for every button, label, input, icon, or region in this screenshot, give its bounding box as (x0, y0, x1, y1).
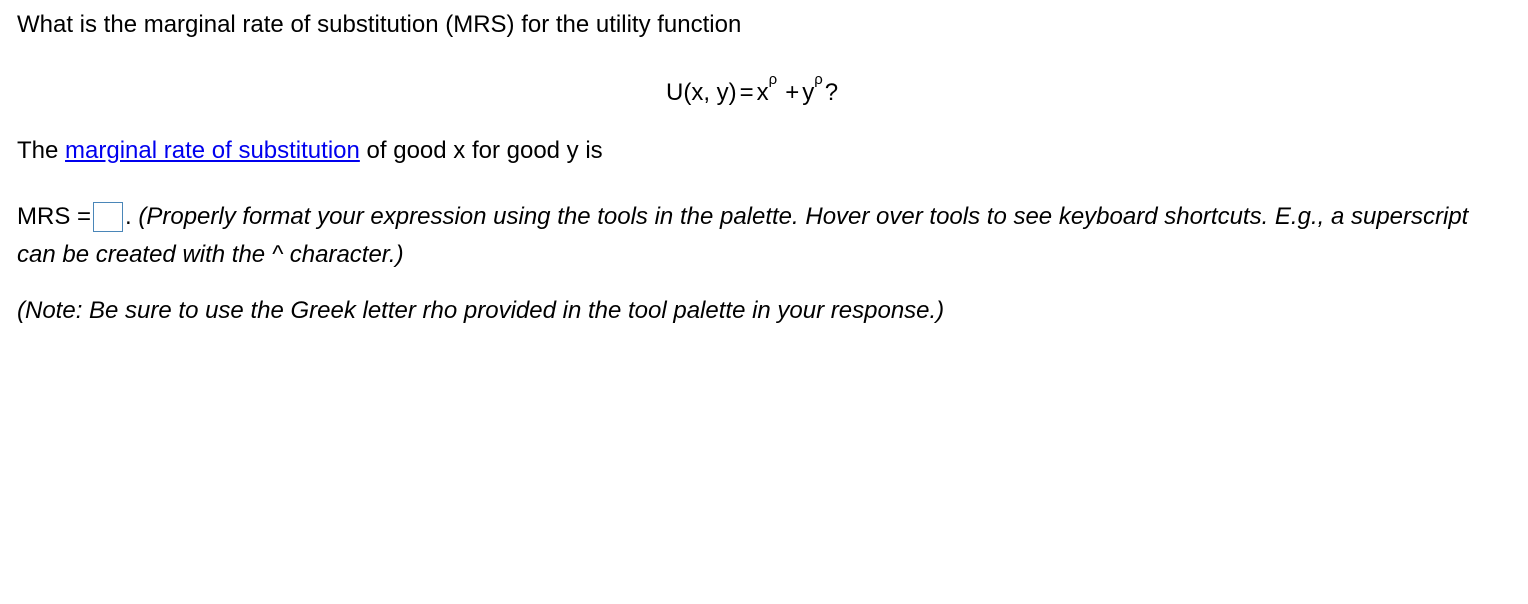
answer-separator: . (125, 203, 132, 230)
equation-question-mark: ? (824, 79, 839, 106)
equation-lhs: U(x, y) (666, 79, 737, 106)
definition-suffix: of good x for good y is (366, 137, 603, 164)
mrs-label: MRS = (17, 203, 92, 230)
equation-term1-exponent: ρ (768, 71, 778, 88)
question-prompt: What is the marginal rate of substitution (MRS) for the utility function (17, 11, 742, 38)
mrs-definition (17, 136, 603, 166)
mrs-answer-input[interactable] (93, 202, 123, 232)
utility-equation (666, 71, 839, 110)
equation-term2-exponent: ρ (814, 71, 823, 88)
equation-term2-base: y (802, 79, 815, 106)
rho-note: (Note: Be sure to use the Greek letter rho provided in the tool palette in your response.) (17, 297, 945, 324)
format-instructions: (Properly format your expression using the tools in the palette. Hover over tools to see keyboard shortcuts. E.g., a superscript can be created with the ^ character.) (17, 203, 1469, 268)
equation-equals: = (739, 79, 754, 106)
answer-row (17, 198, 1487, 274)
equation-term1-base: x (756, 79, 769, 106)
definition-prefix: The (17, 137, 59, 164)
equation-plus: + (785, 79, 800, 106)
mrs-glossary-link[interactable]: marginal rate of substitution (65, 137, 360, 164)
